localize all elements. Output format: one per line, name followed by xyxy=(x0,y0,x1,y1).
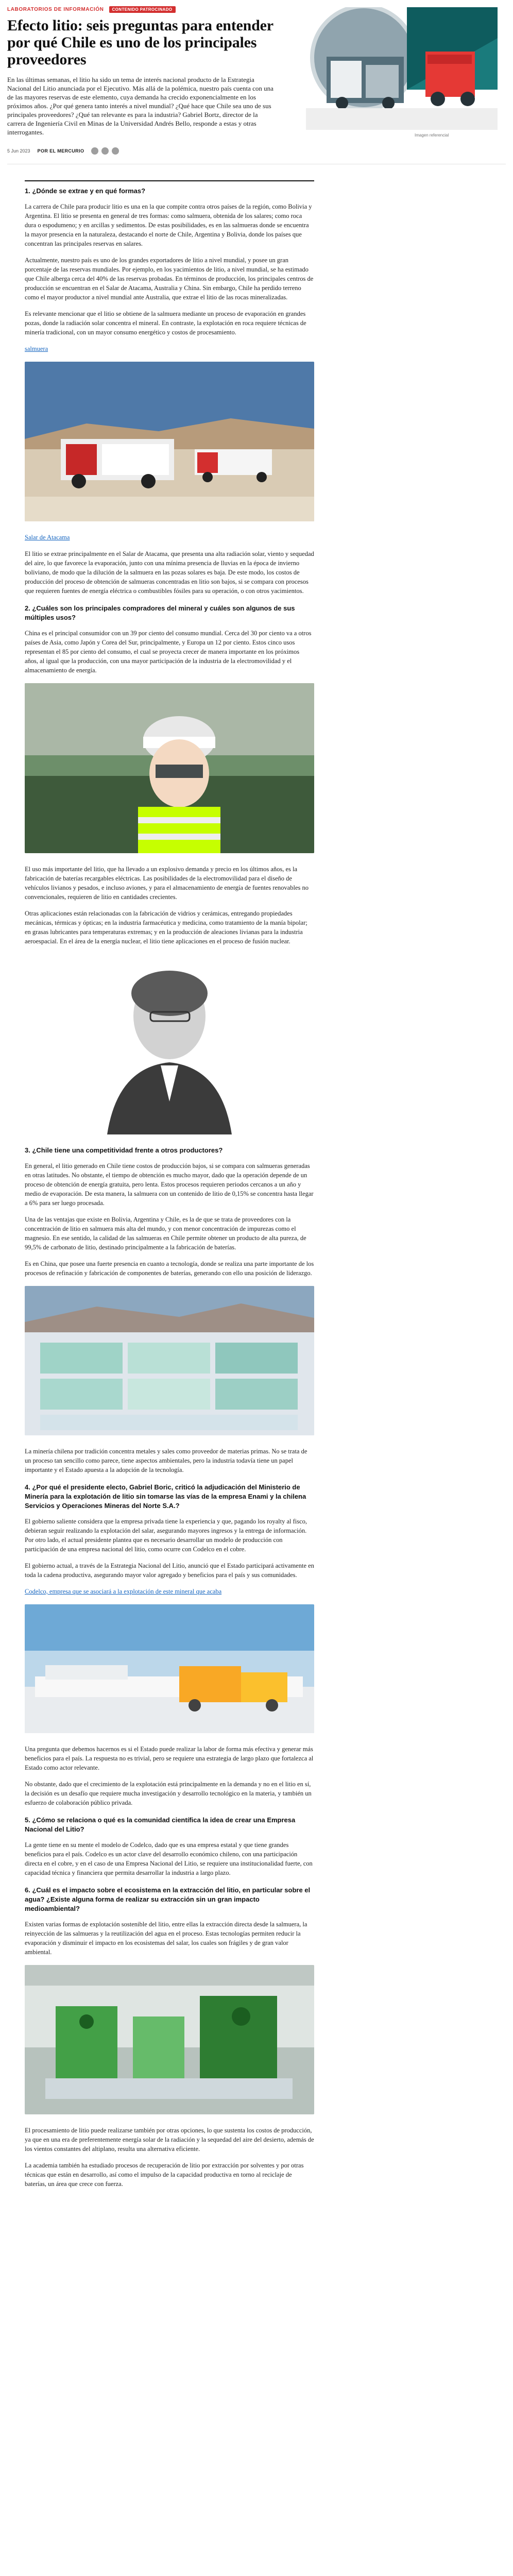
paragraph: La academia también ha estudiado procesos de recuperación de litio por extracción por solventes y por otras técnicas que están en desarrollo, así como el impulso de la capacidad productiva en torno al reciclaje de baterías, un área que crece con fuerza. xyxy=(25,2162,304,2188)
paragraph: El procesamiento de litio puede realizarse también por otras opciones, lo que sustenta los costos de producción, ya que en una era de preferentemente energía solar de la radiación y la sequedad del aire del desierto, además de los vientos constantes del altiplano, resulta una alternativa eficiente. xyxy=(25,2127,314,2153)
salmuera-link[interactable]: salmuera xyxy=(25,345,48,352)
salar-image xyxy=(25,1286,314,1435)
sponsored-badge: CONTENIDO PATROCINADO xyxy=(109,6,176,13)
paragraph: Una de las ventajas que existe en Bolivia, Argentina y Chile, es la de que se trata de proveedores con la concentración de litio en salmuera más alta del mundo, y con menor concentración de impurezas como el magnesio. En ese sentido, la calidad de las salmueras en Chile permite obtener un producto de alta pureza, de 99,5% de carbonato de litio, destinado principalmente a la fabricación de baterías. xyxy=(25,1216,306,1251)
section-label[interactable]: LABORATORIOS DE INFORMACIÓN xyxy=(7,7,104,12)
question-heading: 3. ¿Chile tiene una competitividad frente a otros productores? xyxy=(25,1146,223,1154)
paragraph xyxy=(25,533,314,542)
section-6 xyxy=(25,1886,314,1957)
lab-image xyxy=(25,1965,314,2114)
paragraph: Existen varias formas de explotación sostenible del litio, entre ellas la extracción directa desde la salmuera, la reinyección de las salmueras y la reutilización del agua en el proceso. Estas tecnologías permiten reducir la evaporación y disminuir el impacto en los ecosistemas del salar, los cuales son frágiles y de gran valor ambiental. xyxy=(25,1921,307,1956)
salar-link[interactable]: Salar de Atacama xyxy=(25,534,70,541)
hero-caption: Imagen referencial xyxy=(415,133,449,138)
paragraph: Actualmente, nuestro país es uno de los grandes exportadores de litio a nivel mundial, y posee un gran porcentaje de las reservas mundiales. Por ejemplo, en los yacimientos de litio, a nivel mundial, se ha estimado que Chile alberga cerca del 40% de las reservas probadas. En términos de producción, los principales centros de producción se encuentran en el Salar de Atacama, Australia y China. Sin embargo, Chile ha perdido terreno como el mayor productor a nivel mundial ante Australia, que extrae el litio de las rocas mineralizadas. xyxy=(25,257,314,301)
section-1b xyxy=(25,533,314,596)
byline xyxy=(7,147,119,155)
facebook-icon[interactable] xyxy=(91,147,98,155)
paragraph: Es en China, que posee una fuerte presencia en cuanto a tecnología, donde se realiza una parte importante de los procesos de refinación y fabricación de componentes de baterías, generando con ello una posición de liderazgo. xyxy=(25,1260,314,1277)
tanks-image xyxy=(25,1604,314,1733)
section-4 xyxy=(25,1483,314,1596)
hero-image xyxy=(306,7,498,130)
mail-icon[interactable] xyxy=(112,147,119,155)
question-heading: 5. ¿Cómo se relaciona o qué es la comunidad científica la idea de crear una Empresa Nacional del Litio? xyxy=(25,1816,296,1833)
article-hero xyxy=(0,0,513,155)
section-3 xyxy=(25,1146,314,1278)
article-title: Efecto litio: seis preguntas para entender por qué Chile es uno de los principales proveedores xyxy=(7,17,273,68)
share-icons xyxy=(91,147,119,155)
question-heading: 6. ¿Cuál es el impacto sobre el ecosistema en la extracción del litio, en particular sobre el agua? ¿Existe alguna forma de realizar su extracción sin un gran impacto medioambiental? xyxy=(25,1886,311,1912)
section-4b xyxy=(25,1744,314,1807)
hero-text xyxy=(7,6,275,137)
paragraph: En general, el litio generado en Chile tiene costos de producción bajos, si se compara con salmueras generadas en otras latitudes. No obstante, el tiempo de obtención es mucho mayor, dado que la operación depende de un proceso de obtención de energía gratuita, pero lenta. Estos procesos requieren periodos cercanos a un año y medio de evaporación. De esta manera, la salmuera con un contenido de litio de 0,15% se concentra hasta llegar a 6% para ser luego procesada. xyxy=(25,1162,314,1207)
paragraph: El litio se extrae principalmente en el Salar de Atacama, que presenta una alta radiación solar, viento y sequedad del aire, lo que favorece la evaporación, junto con una mínima presencia de lluvias en la época de invierno boliviano, de modo que la dilución de la salmuera en las pozas solares es baja. De este modo, los costos de producción del proceso de obtención de salmueras concentradas en litio son bajos, si se compara con procesos que requieren fuentes de energía eléctrica o combustibles fósiles para su operación, o con otros yacimientos. xyxy=(25,550,314,595)
section-3b xyxy=(25,1447,314,1475)
inline-link-row xyxy=(25,344,314,353)
paragraph: El gobierno saliente considera que la empresa privada tiene la experiencia y que, pagando los royalty al fisco, debieran seguir realizando la explotación del salar, asegurando mayores ingresos y la entrega de información. Por otro lado, el actual presidente plantea que es necesario desarrollar un modelo de producción con participación de una empresa nacional del litio, como ocurre con Codelco en el cobre. xyxy=(25,1518,307,1553)
paragraph: Una pregunta que debemos hacernos es si el Estado puede realizar la labor de forma más efectiva y generar más beneficios para el país. La respuesta no es trivial, pero se requiere una estrategia de largo plazo que fortalezca al Estado como actor relevante. xyxy=(25,1745,314,1771)
section-2 xyxy=(25,604,314,675)
paragraph: El uso más importante del litio, que ha llevado a un explosivo demanda y precio en los últimos años, es la fabricación de baterías recargables eléctricas. Las posibilidades de la electromovilidad para el diseño de vehículos livianos y pesados, e incluso aviones, y para el almacenamiento de energía de fuentes renovables no convencionales, requieren de litio en cantidades crecientes. xyxy=(25,866,309,901)
author: POR EL MERCURIO xyxy=(37,148,84,154)
paragraph: China es el principal consumidor con un 39 por ciento del consumo mundial. Cerca del 30 por ciento va a otros países de Asia, como Japón y Corea del Sur, principalmente, y Europa un 12 por ciento. Estos cinco usos representan el 85 por ciento del consumo, el cual se proyecta crecer de manera importante en los próximos años, al igual que la producción, con una mayor participación de la industria de la electromovilidad y el almacenamiento de energía. xyxy=(25,630,312,674)
paragraph: El gobierno actual, a través de la Estrategia Nacional del Litio, anunció que el Estado participará activamente en toda la cadena productiva, asegurando mayor valor agregado y beneficios para el país y sus comunidades. xyxy=(25,1562,314,1579)
paragraph: No obstante, dado que el crecimiento de la explotación está principalmente en la demanda y no en el litio en sí, la decisión es un desafío que requiere mucha investigación y desarrollo tecnológico en la materia, y también un esfuerzo de colaboración público privada. xyxy=(25,1781,312,1806)
trucks-image xyxy=(25,362,314,521)
question-heading: 2. ¿Cuáles son los principales compradores del mineral y cuáles son algunos de sus múltiples usos? xyxy=(25,604,295,621)
twitter-icon[interactable] xyxy=(101,147,109,155)
paragraph: Es relevante mencionar que el litio se obtiene de la salmuera mediante un proceso de evaporación en grandes pozas, donde la radiación solar concentra el mineral. En contraste, la explotación en roca requiere técnicas de minería tradicional, con un mayor consumo energético y costos de procesamiento. xyxy=(25,310,306,336)
question-heading: 4. ¿Por qué el presidente electo, Gabriel Boric, criticó la adjudicación del Ministerio de Minería para la explotación de litio sin tomarse las vías de la empresa Enami y la chilena Servicios y Operaciones Mineras del Norte S.A.? xyxy=(25,1483,306,1510)
section-1 xyxy=(25,180,314,353)
portrait-image xyxy=(25,954,314,1134)
section-6b xyxy=(25,2126,314,2189)
codelco-link[interactable]: Codelco, empresa que se asociará a la explotación de este mineral que acaba xyxy=(25,1588,222,1595)
inline-link-row xyxy=(25,1587,314,1596)
worker-image xyxy=(25,683,314,853)
section-5 xyxy=(25,1816,314,1877)
section-row xyxy=(7,6,275,13)
paragraph: La minería chilena por tradición concentra metales y sales como proveedor de materias primas. No se trata de un proceso tan sencillo como parece, tiene aspectos ambientales, pero la industria todavía tiene un papel importante y el Estado apuesta a la adopción de la tecnología. xyxy=(25,1448,307,1473)
article-lede: En las últimas semanas, el litio ha sido un tema de interés nacional producto de la Estrategia Nacional del Litio anunciada por el Ejecutivo. Más allá de la polémica, nuestro país cuenta con una de las mayores reservas de este elemento, cuya demanda ha crecido exponencialmente en los próximos años. ¿Por qué genera tanto interés a nivel mundial? ¿Qué hace que Chile sea uno de sus principales proveedores? ¿Qué tan relevante es para la industria? Gabriel Bortz, director de la carrera de Ingeniería Civil en Minas de la Universidad Andrés Bello, responde a estas y otras interrogantes. xyxy=(7,76,273,136)
paragraph: Otras aplicaciones están relacionadas con la fabricación de vidrios y cerámicas, entregando propiedades mecánicas, térmicas y ópticas; en la industria farmacéutica y medicina, como tratamiento de la manía bipolar; en grasas lubricantes para temperaturas extremas; y en la producción de aleaciones livianas para la industria aeroespacial. En el área de la energía nuclear, el litio tiene aplicaciones en el proceso de fusión nuclear. xyxy=(25,910,307,945)
section-2b xyxy=(25,865,314,946)
question-heading: 1. ¿Dónde se extrae y en qué formas? xyxy=(25,187,146,195)
article-body xyxy=(25,180,314,2197)
paragraph: La carrera de Chile para producir litio es una en la que compite contra otros países de la región, como Bolivia y Argentina. El litio se presenta en general de tres formas: como salmuera, obtenida de los salares; como roca dura o espodumeno; y en arcillas y sedimentos. De estas posibilidades, es en las salmueras donde se encuentra la mayor presencia en la naturaleza, destacando el norte de Chile, Argentina y Bolivia, donde los países que concentran las principales reservas en salares. xyxy=(25,203,312,247)
publish-date: 5 Jun 2023 xyxy=(7,148,30,154)
paragraph: La gente tiene en su mente el modelo de Codelco, dado que es una empresa estatal y que tiene grandes beneficios para el país. Codelco es un actor clave del desarrollo económico chileno, con una participación directa en el cobre, y en el caso de una Empresa Nacional del Litio, se requiere una institucionalidad fuerte, con capacidad técnica y financiera que permita desarrollar la industria a largo plazo. xyxy=(25,1841,313,1876)
